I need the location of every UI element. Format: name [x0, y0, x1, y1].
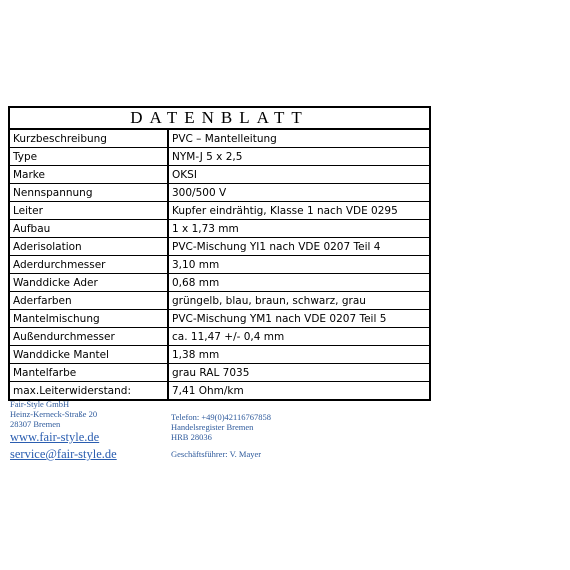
row-value: PVC – Mantelleitung	[172, 132, 277, 145]
row-value: grau RAL 7035	[168, 364, 429, 382]
row-label: Leiter	[10, 202, 168, 220]
row-label: Aderisolation	[10, 238, 168, 256]
spec-table	[10, 130, 429, 399]
company-street: Heinz-Kerneck-Straße 20	[10, 409, 98, 419]
row-label: Aufbau	[10, 220, 168, 238]
row-value: OKSI	[168, 166, 429, 184]
row-label: Aderfarben	[10, 292, 168, 310]
table-row	[10, 184, 429, 202]
row-value: 300/500 V	[168, 184, 429, 202]
table-row	[10, 148, 429, 166]
row-value: PVC-Mischung YM1 nach VDE 0207 Teil 5	[168, 310, 429, 328]
row-value: 7,41 Ohm/km	[168, 382, 429, 400]
table-row	[10, 346, 429, 364]
table-row	[10, 130, 429, 148]
row-label: Außendurchmesser	[10, 328, 168, 346]
row-label: max.Leiterwiderstand:	[10, 382, 168, 400]
footer-company-block	[10, 399, 117, 463]
company-ceo: Geschäftsführer: V. Mayer	[171, 449, 262, 459]
table-row	[10, 256, 429, 274]
email-link[interactable]: service@fair-style.de	[10, 447, 117, 461]
row-value: 1,38 mm	[168, 346, 429, 364]
datasheet-title: DATENBLATT	[10, 108, 429, 130]
table-row	[10, 238, 429, 256]
footer-contact-block	[171, 412, 271, 459]
company-name: Fair-Style GmbH	[10, 399, 70, 409]
table-row	[10, 364, 429, 382]
company-phone: Telefon: +49(0)42116767858	[171, 412, 271, 422]
spec-table-body	[10, 130, 429, 399]
row-label: Wanddicke Ader	[10, 274, 168, 292]
table-row	[10, 310, 429, 328]
row-label: Type	[10, 148, 168, 166]
row-value: Kupfer eindrähtig, Klasse 1 nach VDE 0295	[168, 202, 429, 220]
company-city: 28307 Bremen	[10, 419, 61, 429]
website-link[interactable]: www.fair-style.de	[10, 430, 100, 444]
row-value: 1 x 1,73 mm	[168, 220, 429, 238]
row-label: Kurzbeschreibung	[10, 130, 168, 148]
row-value: grüngelb, blau, braun, schwarz, grau	[168, 292, 429, 310]
company-register: Handelsregister Bremen	[171, 422, 254, 432]
datasheet-table	[8, 106, 431, 401]
row-label: Wanddicke Mantel	[10, 346, 168, 364]
table-row	[10, 220, 429, 238]
company-hrb: HRB 28036	[171, 432, 212, 442]
row-label: Mantelfarbe	[10, 364, 168, 382]
spacer	[171, 442, 271, 449]
row-label: Marke	[10, 166, 168, 184]
table-row	[10, 202, 429, 220]
table-row	[10, 292, 429, 310]
table-row	[10, 328, 429, 346]
row-label: Nennspannung	[10, 184, 168, 202]
row-value: 0,68 mm	[168, 274, 429, 292]
row-label: Aderdurchmesser	[10, 256, 168, 274]
row-value: ca. 11,47 +/- 0,4 mm	[168, 328, 429, 346]
row-label: Mantelmischung	[10, 310, 168, 328]
row-value: NYM-J 5 x 2,5	[168, 148, 429, 166]
table-row	[10, 274, 429, 292]
row-value: PVC-Mischung YI1 nach VDE 0207 Teil 4	[168, 238, 429, 256]
table-row	[10, 382, 429, 400]
row-value: 3,10 mm	[168, 256, 429, 274]
table-row	[10, 166, 429, 184]
